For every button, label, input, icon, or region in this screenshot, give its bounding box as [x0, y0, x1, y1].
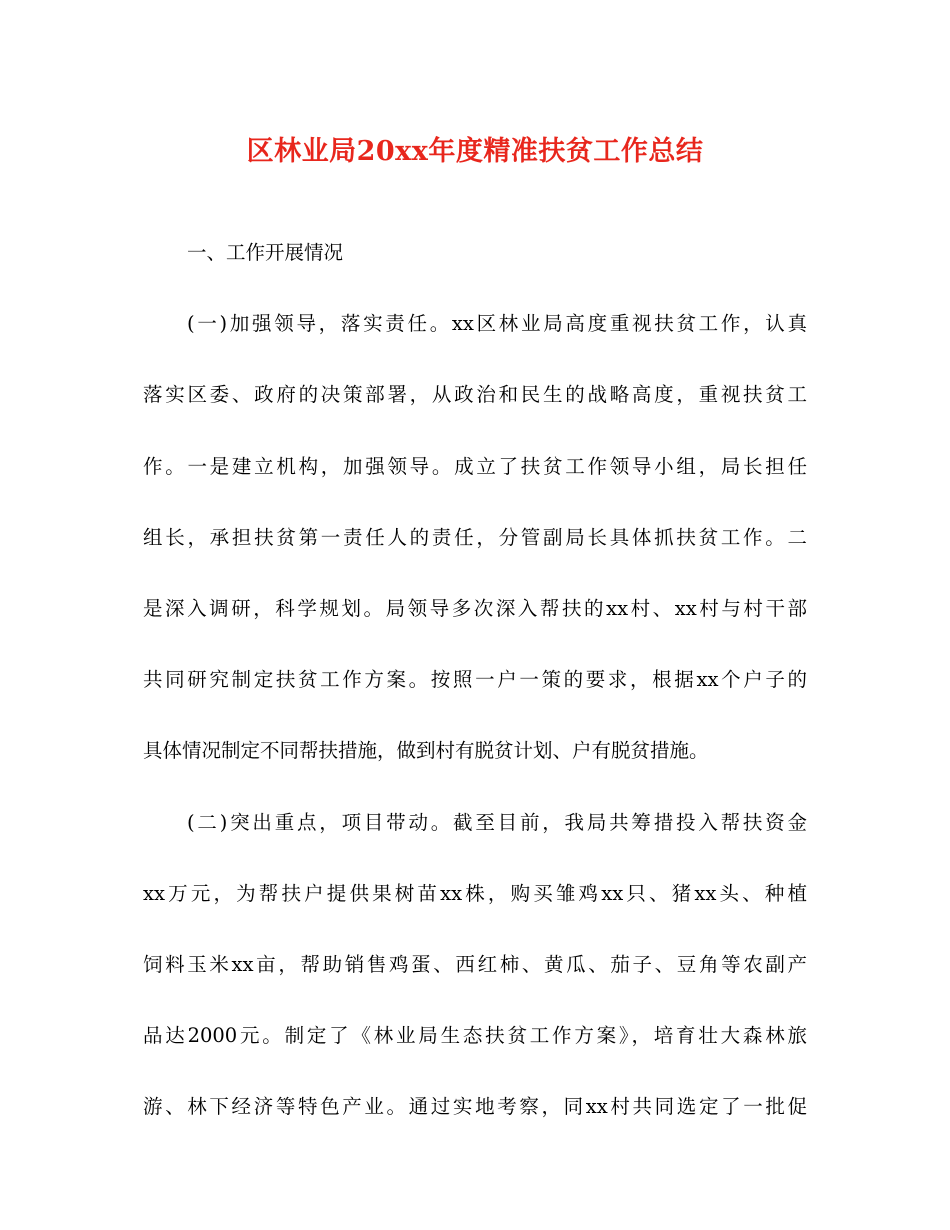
body-line: xx万元，为帮扶户提供果树苗xx株，购买雏鸡xx只、猪xx头、种植 — [143, 881, 807, 905]
body-line: 一、工作开展情况 — [187, 241, 344, 264]
body-line: 品达2000元。制定了《林业局生态扶贫工作方案》，培育壮大森林旅 — [143, 1024, 807, 1048]
body-line: 具体情况制定不同帮扶措施，做到村有脱贫计划、户有脱贫措施。 — [143, 739, 709, 763]
body-line: 共同研究制定扶贫工作方案。按照一户一策的要求，根据xx个户子的 — [143, 668, 807, 692]
document-title: 区林业局20xx年度精准扶贫工作总结 — [246, 136, 704, 167]
body-line: 是深入调研，科学规划。局领导多次深入帮扶的xx村、xx村与村干部 — [143, 597, 807, 621]
body-line: 落实区委、政府的决策部署，从政治和民生的战略高度，重视扶贫工 — [143, 383, 807, 407]
document-body — [143, 217, 807, 1143]
body-line: 饲料玉米xx亩，帮助销售鸡蛋、西红柿、黄瓜、茄子、豆角等农副产 — [143, 953, 807, 977]
body-line: 作。一是建立机构，加强领导。成立了扶贫工作领导小组，局长担任 — [143, 454, 807, 478]
body-line: (一)加强领导，落实责任。xx区林业局高度重视扶贫工作，认真 — [187, 312, 807, 336]
body-line: 游、林下经济等特色产业。通过实地考察，同xx村共同选定了一批促 — [143, 1095, 807, 1119]
body-line: 组长，承担扶贫第一责任人的责任，分管副局长具体抓扶贫工作。二 — [143, 525, 807, 549]
body-line: (二)突出重点，项目带动。截至目前，我局共筹措投入帮扶资金 — [187, 810, 807, 834]
